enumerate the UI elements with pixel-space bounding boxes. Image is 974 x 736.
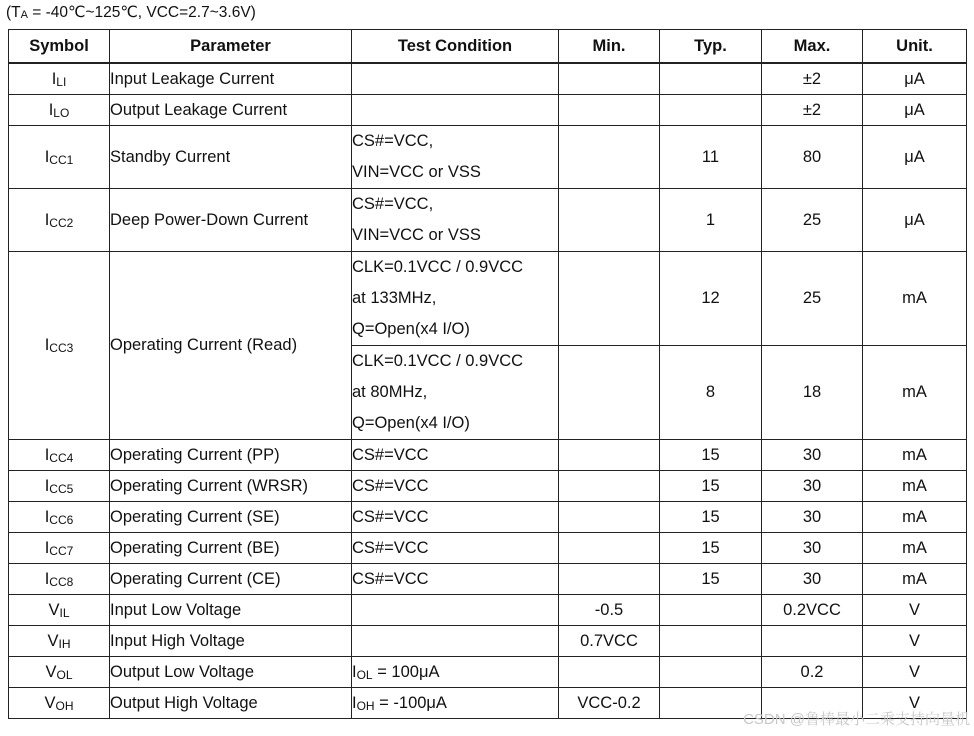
max-cell: 18: [762, 346, 863, 440]
max-cell: ±2: [762, 63, 863, 95]
min-cell: -0.5: [559, 595, 660, 626]
condition-cell: CS#=VCC: [352, 564, 559, 595]
condition-cell: CS#=VCC: [352, 440, 559, 471]
min-cell: [559, 502, 660, 533]
condition-line: at 133MHz,: [352, 289, 437, 307]
symbol-cell: VIL: [9, 595, 110, 626]
min-cell: [559, 126, 660, 189]
unit-cell: mA: [863, 440, 967, 471]
unit-cell: μA: [863, 63, 967, 95]
min-cell: [559, 564, 660, 595]
unit-cell: mA: [863, 564, 967, 595]
max-cell: 80: [762, 126, 863, 189]
typ-cell: [660, 595, 762, 626]
min-cell: [559, 189, 660, 252]
parameter-cell: Operating Current (CE): [110, 564, 352, 595]
symbol-cell: ICC6: [9, 502, 110, 533]
table-row: [9, 471, 967, 502]
symbol-cell: ICC1: [9, 126, 110, 189]
symbol-cell: ICC5: [9, 471, 110, 502]
condition-cell: IOH = -100μA: [352, 688, 559, 719]
unit-cell: mA: [863, 502, 967, 533]
typ-cell: 15: [660, 564, 762, 595]
table-row: [9, 502, 967, 533]
min-cell: [559, 346, 660, 440]
condition-line: CLK=0.1VCC / 0.9VCC: [352, 258, 524, 276]
condition-cell: CS#=VCC: [352, 533, 559, 564]
symbol-cell: VOH: [9, 688, 110, 719]
parameter-cell: Operating Current (Read): [110, 252, 352, 440]
typ-cell: 15: [660, 471, 762, 502]
condition-cell: [352, 346, 559, 440]
condition-cell: [352, 189, 559, 252]
parameter-cell: Input Low Voltage: [110, 595, 352, 626]
unit-cell: μA: [863, 126, 967, 189]
min-cell: VCC-0.2: [559, 688, 660, 719]
condition-line: at 80MHz,: [352, 383, 428, 401]
typ-cell: 15: [660, 533, 762, 564]
unit-cell: μA: [863, 95, 967, 126]
parameter-cell: Operating Current (PP): [110, 440, 352, 471]
parameter-cell: Output High Voltage: [110, 688, 352, 719]
header-parameter: Parameter: [110, 30, 352, 64]
unit-cell: V: [863, 688, 967, 719]
unit-cell: V: [863, 595, 967, 626]
parameter-cell: Output Low Voltage: [110, 657, 352, 688]
condition-line: Q=Open(x4 I/O): [352, 320, 470, 338]
condition-line: VIN=VCC or VSS: [352, 163, 481, 181]
header-min: Min.: [559, 30, 660, 64]
table-row: [9, 63, 967, 95]
condition-line: CS#=VCC,: [352, 132, 434, 150]
condition-cell: [352, 126, 559, 189]
condition-line: CLK=0.1VCC / 0.9VCC: [352, 352, 524, 370]
header-max: Max.: [762, 30, 863, 64]
table-row: [9, 533, 967, 564]
condition-cell: CS#=VCC: [352, 471, 559, 502]
max-cell: 30: [762, 471, 863, 502]
unit-cell: mA: [863, 471, 967, 502]
parameter-cell: Input Leakage Current: [110, 63, 352, 95]
max-cell: 0.2VCC: [762, 595, 863, 626]
min-cell: [559, 252, 660, 346]
typ-cell: [660, 95, 762, 126]
parameter-cell: Operating Current (WRSR): [110, 471, 352, 502]
symbol-cell: ILO: [9, 95, 110, 126]
dc-characteristics-table: [8, 29, 967, 719]
condition-cell: [352, 63, 559, 95]
header-symbol: Symbol: [9, 30, 110, 64]
condition-cell: [352, 95, 559, 126]
condition-cell: CS#=VCC: [352, 502, 559, 533]
typ-cell: 12: [660, 252, 762, 346]
symbol-cell: ICC7: [9, 533, 110, 564]
parameter-cell: Operating Current (SE): [110, 502, 352, 533]
unit-cell: mA: [863, 533, 967, 564]
condition-cell: [352, 626, 559, 657]
symbol-cell: VIH: [9, 626, 110, 657]
min-cell: [559, 63, 660, 95]
table-row: [9, 126, 967, 189]
typ-cell: [660, 63, 762, 95]
max-cell: 0.2: [762, 657, 863, 688]
min-cell: [559, 533, 660, 564]
typ-cell: 15: [660, 502, 762, 533]
unit-cell: μA: [863, 189, 967, 252]
parameter-cell: Standby Current: [110, 126, 352, 189]
table-caption: ($T_A$ = -40℃~125℃, VCC=2.7~3.6V): [6, 4, 256, 21]
typ-cell: [660, 657, 762, 688]
typ-cell: 8: [660, 346, 762, 440]
symbol-cell: ILI: [9, 63, 110, 95]
min-cell: [559, 95, 660, 126]
condition-cell: [352, 595, 559, 626]
typ-cell: 15: [660, 440, 762, 471]
max-cell: 30: [762, 440, 863, 471]
table-row: [9, 626, 967, 657]
table-row: [9, 95, 967, 126]
condition-line: VIN=VCC or VSS: [352, 226, 481, 244]
max-cell: [762, 626, 863, 657]
condition-cell: IOL = 100μA: [352, 657, 559, 688]
max-cell: 30: [762, 502, 863, 533]
table-row: [9, 440, 967, 471]
table-row: [9, 564, 967, 595]
max-cell: 30: [762, 533, 863, 564]
unit-cell: mA: [863, 252, 967, 346]
parameter-cell: Output Leakage Current: [110, 95, 352, 126]
parameter-cell: Deep Power-Down Current: [110, 189, 352, 252]
watermark: CSDN @鲁棒最小二乘支持向量机: [743, 711, 970, 728]
min-cell: [559, 471, 660, 502]
parameter-cell: Input High Voltage: [110, 626, 352, 657]
unit-cell: mA: [863, 346, 967, 440]
max-cell: 25: [762, 252, 863, 346]
max-cell: ±2: [762, 95, 863, 126]
table-row: [9, 189, 967, 252]
header-row: [9, 30, 967, 64]
symbol-cell: ICC3: [9, 252, 110, 440]
unit-cell: V: [863, 657, 967, 688]
typ-cell: 11: [660, 126, 762, 189]
header-typ: Typ.: [660, 30, 762, 64]
condition-line: Q=Open(x4 I/O): [352, 414, 470, 432]
condition-cell: [352, 252, 559, 346]
min-cell: 0.7VCC: [559, 626, 660, 657]
header-test-condition: Test Condition: [352, 30, 559, 64]
symbol-cell: ICC2: [9, 189, 110, 252]
parameter-cell: Operating Current (BE): [110, 533, 352, 564]
min-cell: [559, 657, 660, 688]
table-row: [9, 252, 967, 346]
typ-cell: [660, 626, 762, 657]
unit-cell: V: [863, 626, 967, 657]
max-cell: 30: [762, 564, 863, 595]
typ-cell: 1: [660, 189, 762, 252]
min-cell: [559, 440, 660, 471]
table-row: [9, 595, 967, 626]
condition-line: CS#=VCC,: [352, 195, 434, 213]
max-cell: 25: [762, 189, 863, 252]
header-unit: Unit.: [863, 30, 967, 64]
symbol-cell: VOL: [9, 657, 110, 688]
symbol-cell: ICC4: [9, 440, 110, 471]
table-row: [9, 657, 967, 688]
symbol-cell: ICC8: [9, 564, 110, 595]
